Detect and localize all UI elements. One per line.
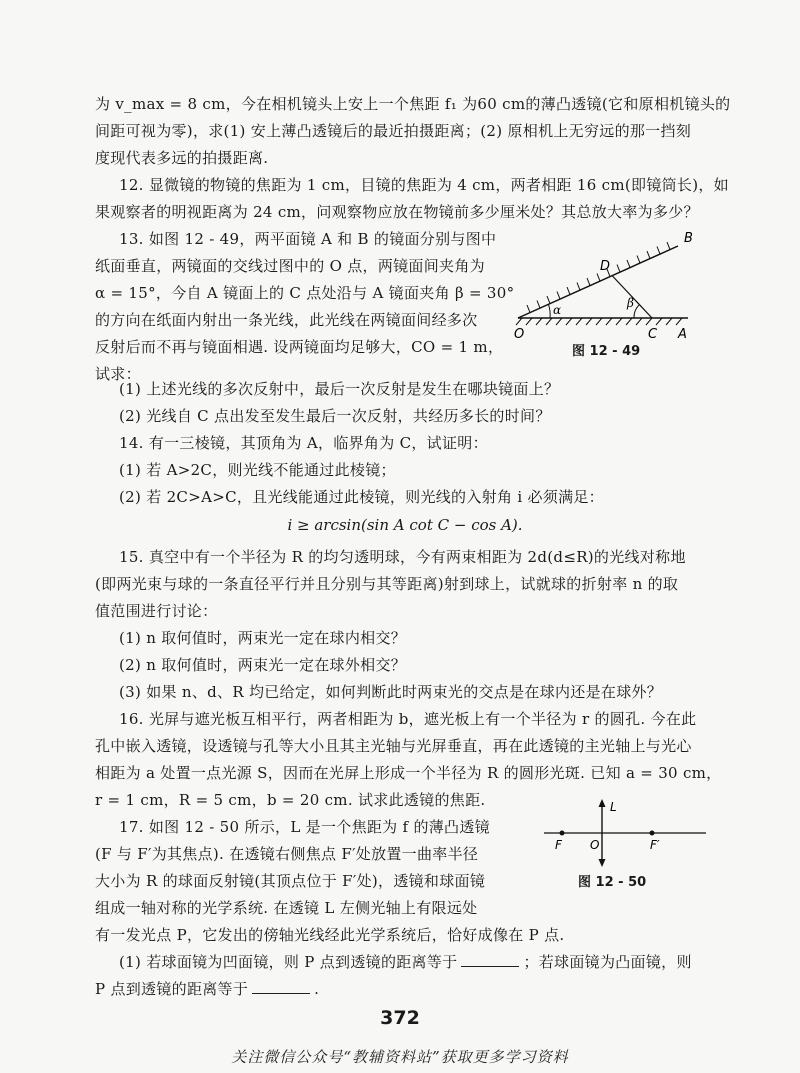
- problem-16-line: 相距为 a 处置一点光源 S，因而在光屏上形成一个半径为 R 的圆形光斑. 已知 a = 30 cm，: [95, 764, 722, 782]
- question-text: (1) 若球面镜为凹面镜，则 P 点到透镜的距离等于: [119, 953, 458, 971]
- question-text: P 点到透镜的距离等于: [95, 980, 249, 998]
- footer-watermark: 关注微信公众号“教辅资料站”获取更多学习资料: [231, 1048, 569, 1066]
- answer-blank: [461, 952, 519, 967]
- problem-17-line: 有一发光点 P，它发出的傍轴光线经此光学系统后，恰好成像在 P 点.: [95, 926, 565, 944]
- problem-12-line: 果观察者的明视距离为 24 cm，问观察物应放在物镜前多少厘米处？其总放大率为多少？: [95, 203, 699, 221]
- problem-17-question: [95, 979, 715, 999]
- problem-13-line: α = 15°，今自 A 镜面上的 C 点处沿与 A 镜面夹角 β = 30°: [95, 284, 515, 302]
- label-F-prime: F′: [650, 838, 660, 852]
- problem-17-line: 17. 如图 12 - 50 所示，L 是一个焦距为 f 的薄凸透镜: [119, 818, 490, 836]
- question-text: ；若球面镜为凸面镜，则: [523, 953, 692, 971]
- label-alpha: α: [553, 303, 562, 317]
- label-O: O: [514, 327, 525, 342]
- problem-13-line: 反射后而不再与镜面相遇. 设两镜面均足够大，CO = 1 m，: [95, 338, 504, 356]
- problem-16-line: r = 1 cm，R = 5 cm，b = 20 cm. 试求此透镜的焦距.: [95, 791, 486, 809]
- problem-13-question: (2) 光线自 C 点出发至发生最后一次反射，共经历多长的时间？: [119, 407, 551, 425]
- label-F: F: [555, 838, 562, 852]
- problem-15-line: 值范围进行讨论：: [95, 602, 218, 620]
- answer-blank: [252, 979, 310, 994]
- problem-15-line: 15. 真空中有一个半径为 R 的均匀透明球，今有两束相距为 2d(d≤R)的光线对称地: [119, 548, 686, 566]
- label-C: C: [648, 327, 658, 342]
- label-B: B: [684, 231, 693, 246]
- label-L: L: [610, 800, 617, 814]
- text-line: 为 v_max = 8 cm，今在相机镜头上安上一个焦距 f₁ 为60 cm的薄凸透镜(它和原相机镜头的: [95, 95, 731, 113]
- label-O: O: [590, 838, 600, 852]
- problem-15-question: (3) 如果 n、d、R 均已给定，如何判断此时两束光的交点是在球内还是在球外？: [119, 683, 663, 701]
- problem-15-question: (1) n 取何值时，两束光一定在球内相交？: [119, 629, 407, 647]
- text-line: 间距可视为零)，求(1) 安上薄凸透镜后的最近拍摄距离；(2) 原相机上无穷远的那一挡刻: [95, 122, 692, 140]
- problem-17-line: 大小为 R 的球面反射镜(其顶点位于 F′处)，透镜和球面镜: [95, 872, 486, 890]
- problem-13-line: 的方向在纸面内射出一条光线，此光线在两镜面间经多次: [95, 311, 478, 329]
- problem-14-formula: i ≥ arcsin(sin A cot C − cos A).: [287, 516, 523, 534]
- text-line: 度现代表多远的拍摄距离.: [95, 149, 269, 167]
- problem-13-question: (1) 上述光线的多次反射中，最后一次反射是发生在哪块镜面上？: [119, 380, 560, 398]
- problem-15-question: (2) n 取何值时，两束光一定在球外相交？: [119, 656, 407, 674]
- problem-13-line: 13. 如图 12 - 49，两平面镜 A 和 B 的镜面分别与图中: [119, 230, 497, 248]
- figure-12-50-caption: 图 12 - 50: [578, 875, 647, 890]
- problem-14-question: (1) 若 A>2C，则光线不能通过此棱镜；: [119, 461, 396, 479]
- problem-14-question: (2) 若 2C>A>C，且光线能通过此棱镜，则光线的入射角 i 必须满足：: [119, 488, 604, 506]
- figure-12-49-caption: 图 12 - 49: [572, 344, 641, 359]
- problem-17-question: [119, 952, 739, 972]
- page-number: 372: [380, 1007, 420, 1029]
- label-D: D: [600, 259, 611, 274]
- label-A: A: [678, 327, 687, 342]
- figure-12-50: [540, 797, 710, 869]
- problem-16-line: 16. 光屏与遮光板互相平行，两者相距为 b，遮光板上有一个半径为 r 的圆孔. 今在此: [119, 710, 697, 728]
- problem-13-line: 试求：: [95, 365, 141, 383]
- question-text: .: [314, 980, 320, 998]
- problem-17-line: (F 与 F′为其焦点). 在透镜右侧焦点 F′处放置一曲率半径: [95, 845, 479, 863]
- problem-12-line: 12. 显微镜的物镜的焦距为 1 cm，目镜的焦距为 4 cm，两者相距 16 cm(即镜筒长)，如: [119, 176, 729, 194]
- problem-16-line: 孔中嵌入透镜，设透镜与孔等大小且其主光轴与光屏垂直，再在此透镜的主光轴上与光心: [95, 737, 692, 755]
- problem-17-line: 组成一轴对称的光学系统. 在透镜 L 左侧光轴上有限远处: [95, 899, 478, 917]
- label-beta: β: [627, 296, 634, 310]
- problem-13-line: 纸面垂直，两镜面的交线过图中的 O 点，两镜面间夹角为: [95, 257, 485, 275]
- problem-14-line: 14. 有一三棱镜，其顶角为 A，临界角为 C，试证明：: [119, 434, 488, 452]
- problem-15-line: (即两光束与球的一条直径平行并且分别与其等距离)射到球上，试就球的折射率 n 的取: [95, 575, 679, 593]
